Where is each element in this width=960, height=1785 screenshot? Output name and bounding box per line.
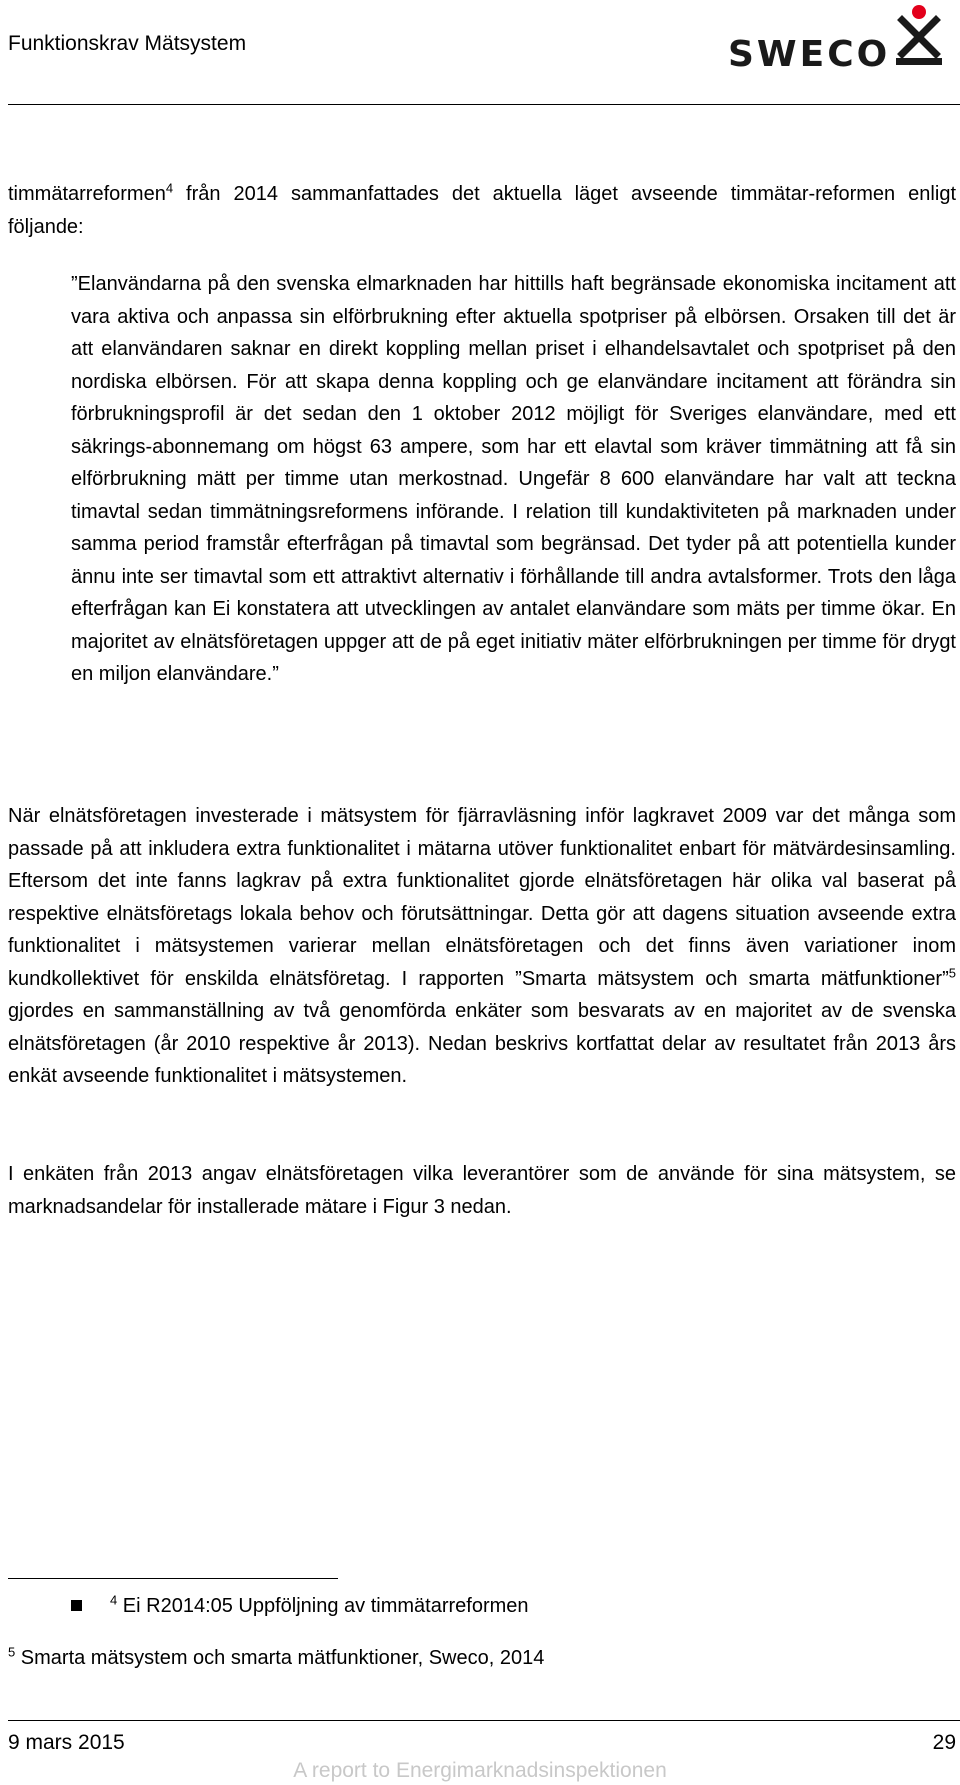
body-paragraph-systems: [8, 800, 956, 1093]
logo-wordmark: SWECO: [728, 34, 891, 75]
sweco-logo: [728, 4, 956, 75]
footnote-4: [71, 1592, 529, 1618]
block-quote: ”Elanvändarna på den svenska elmarknaden har hittills haft begränsade ekonomiska incitament att vara aktiva och anpassa sin elförbrukning efter aktuella spotpriser på elbörsen. Orsaken till det är att elanvändaren saknar en direkt koppling mellan priset i elhandelsavtalet och spotpriset på den nordiska elbörsen. För att skapa denna koppling och ge elanvändare incitament att förändra sin förbrukningsprofil är det sedan den 1 oktober 2012 möjligt för Sveriges elanvändare, med ett säkrings-abonnemang om högst 63 ampere, som har ett elavtal som kräver timmätning att få sin elförbrukning mätt per timme utan merkostnad. Ungefär 8 600 elanvändare har valt att teckna timavtal sedan timmätningsreformens införande. I relation till kundaktiviteten på marknaden under samma period framstår efterfrågan på timavtal som begränsad. Det tyder på att potentiella kunder ännu inte ser timavtal som ett attraktivt alternativ i förhållande till andra avtalsformer. Trots den låga efterfrågan kan Ei konstatera att utvecklingen av antalet elanvändare som mäts per timme ökar. En majoritet av elnätsföretagen uppger att de på eget initiativ mäter elförbrukningen per timme för drygt en miljon elanvändare.”: [71, 273, 956, 685]
footnote-number: 5: [8, 1644, 16, 1660]
footnote-text: Smarta mätsystem och smarta mätfunktioner, Sweco, 2014: [15, 1647, 545, 1669]
intro-text-start: timmätarreformen: [8, 183, 166, 205]
document-title: Funktionskrav Mätsystem: [8, 32, 247, 55]
footnote-ref-4: 4: [165, 180, 174, 196]
header-divider: [8, 104, 960, 105]
footnote-ref-5: 5: [948, 964, 956, 980]
page-number: 29: [932, 1731, 956, 1754]
intro-text-end: från 2014 sammanfattades det aktuella läget avseende timmätar-reformen enligt följande:: [8, 183, 956, 238]
bullet-icon: [71, 1600, 82, 1611]
intro-paragraph: [8, 178, 956, 243]
footnote-number: 4: [110, 1592, 118, 1608]
footer-date: 9 mars 2015: [8, 1731, 125, 1754]
footer-report-line: A report to Energimarknadsinspektionen: [293, 1759, 667, 1782]
paragraph-text-end: gjordes en sammanställning av två genomförda enkäter som besvarats av en majoritet av de svenska elnätsföretagen (år 2010 respektive år 2013). Nedan beskrivs kortfattat delar av resultatet från 2013 års enkät avseende funktionalitet i mätsystemen.: [8, 1000, 956, 1087]
paragraph-text-start: När elnätsföretagen investerade i mätsystem för fjärravläsning inför lagkravet 2009 var det många som passade på att inkludera extra funktionalitet i mätarna utöver funktionalitet enbart för mätvärdesinsamling. Eftersom det inte fanns lagkrav på extra funktionalitet gjorde elnätsföretagen här olika val baserat på respektive elnätsföretags lokala behov och förutsättningar. Detta gör att dagens situation avseende extra funktionalitet i mätsystemen varierar mellan elnätsföretagen och det finns även variationer inom kundkollektivet för enskilda elnätsföretag. I rapporten ”Smarta mätsystem och smarta mätfunktioner”: [8, 805, 956, 990]
sweco-logo-icon: [890, 4, 948, 70]
footer-divider: [8, 1720, 960, 1721]
footnote-divider: [8, 1578, 338, 1579]
footnote-5: [8, 1644, 545, 1670]
footnote-text: Ei R2014:05 Uppföljning av timmätarreformen: [117, 1595, 529, 1617]
body-paragraph-survey: I enkäten från 2013 angav elnätsföretagen vilka leverantörer som de använde för sina mätsystem, se marknadsandelar för installerade mätare i Figur 3 nedan.: [8, 1163, 956, 1218]
